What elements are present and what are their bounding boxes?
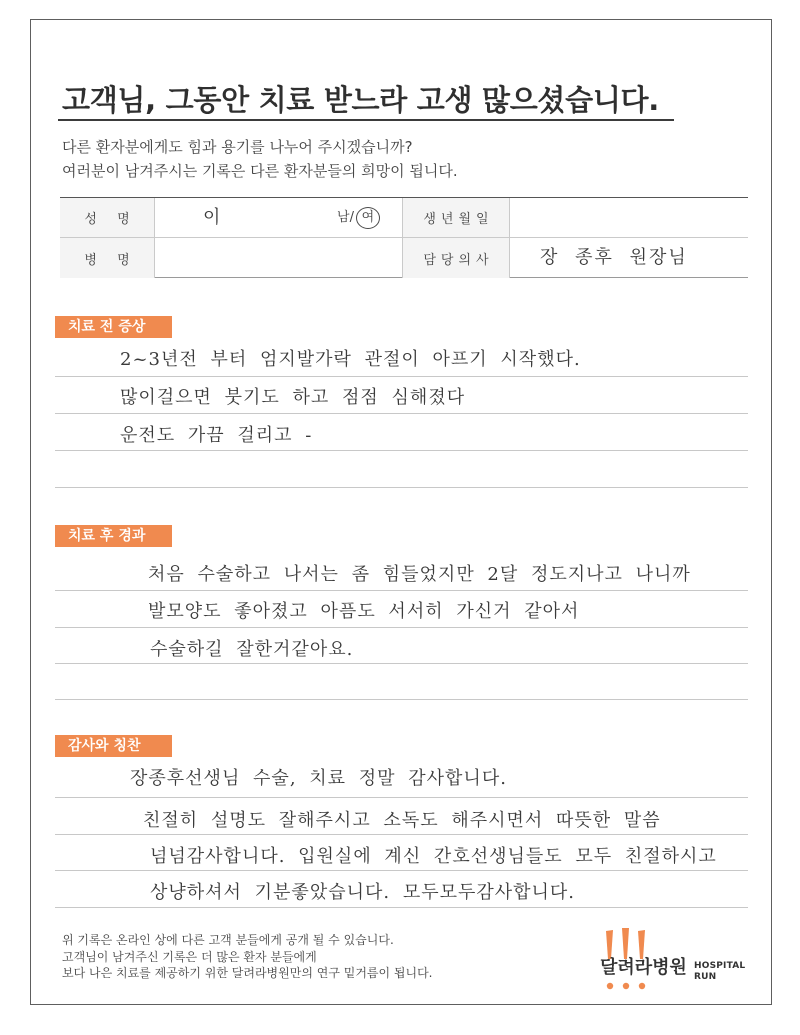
- ruled-line: [55, 834, 748, 835]
- before-treatment-line-2: 많이걸으면 붓기도 하고 점점 심해졌다: [120, 387, 466, 408]
- birthdate-label: 생년월일: [403, 198, 510, 238]
- gender-choice: [337, 207, 380, 229]
- name-label: 성 명: [60, 198, 155, 238]
- doctor-value: 장 종후 원장님: [540, 247, 688, 268]
- thanks-line-1: 장종후선생님 수술, 치료 정말 감사합니다.: [130, 768, 507, 789]
- section-label-after-treatment: 치료 후 경과: [55, 525, 172, 547]
- hospital-logo-name: 달려라병원: [600, 957, 687, 978]
- patient-info-table: [60, 197, 748, 278]
- ruled-line: [55, 590, 748, 591]
- gender-separator: /: [349, 210, 354, 225]
- ruled-line: [55, 627, 748, 628]
- ruled-line: [55, 907, 748, 908]
- name-cell: [155, 198, 403, 238]
- hospital-logo-en-line-2: RUN: [694, 972, 717, 982]
- gender-male: 남: [337, 210, 350, 225]
- thanks-line-2: 친절히 설명도 잘해주시고 소독도 해주시면서 따뜻한 말씀: [143, 810, 661, 831]
- hospital-logo-en-line-1: HOSPITAL: [694, 961, 746, 971]
- thanks-line-3: 넘넘감사합니다. 입원실에 계신 간호선생님들도 모두 친절하시고: [150, 846, 717, 867]
- thanks-line-4: 상냥하셔서 기분좋았습니다. 모두모두감사합니다.: [150, 882, 576, 903]
- intro-line-2: 여러분이 남겨주시는 기록은 다른 환자분들의 희망이 됩니다.: [62, 162, 458, 180]
- intro-line-1: 다른 환자분에게도 힘과 용기를 나누어 주시겠습니까?: [62, 138, 413, 156]
- gender-female-circled: 여: [356, 207, 380, 229]
- after-treatment-line-3: 수술하길 잘한거같아요.: [150, 639, 354, 660]
- disease-label: 병 명: [60, 238, 155, 278]
- section-label-thanks: 감사와 칭찬: [55, 735, 172, 757]
- footer-note-2: 고객님이 남겨주신 기록은 더 많은 환자 분들에게: [62, 950, 317, 964]
- birthdate-cell: [510, 198, 748, 238]
- name-value: 이: [203, 207, 223, 228]
- after-treatment-line-2: 발모양도 좋아졌고 아픔도 서서히 가신거 같아서: [148, 601, 580, 622]
- before-treatment-line-3: 운전도 가끔 걸리고 -: [120, 425, 313, 446]
- ruled-line: [55, 376, 748, 377]
- doctor-label: 담당의사: [403, 238, 510, 278]
- section-label-before-treatment: 치료 전 증상: [55, 316, 172, 338]
- ruled-line: [55, 663, 748, 664]
- title-underline: [58, 119, 674, 121]
- after-treatment-line-1: 처음 수술하고 나서는 좀 힘들었지만 2달 정도지나고 나니까: [148, 564, 691, 585]
- before-treatment-line-1: 2~3년전 부터 엄지발가락 관절이 아프기 시작했다.: [120, 349, 581, 370]
- footer-note-3: 보다 나은 치료를 제공하기 위한 달려라병원만의 연구 밑거름이 됩니다.: [62, 966, 433, 980]
- form-title: 고객님, 그동안 치료 받느라 고생 많으셨습니다.: [62, 83, 659, 117]
- ruled-line: [55, 487, 748, 488]
- footer-note-1: 위 기록은 온라인 상에 다른 고객 분들에게 공개 될 수 있습니다.: [62, 933, 394, 947]
- ruled-line: [55, 450, 748, 451]
- doctor-cell: [510, 238, 748, 278]
- ruled-line: [55, 797, 748, 798]
- disease-cell: [155, 238, 403, 278]
- ruled-line: [55, 870, 748, 871]
- ruled-line: [55, 413, 748, 414]
- ruled-line: [55, 699, 748, 700]
